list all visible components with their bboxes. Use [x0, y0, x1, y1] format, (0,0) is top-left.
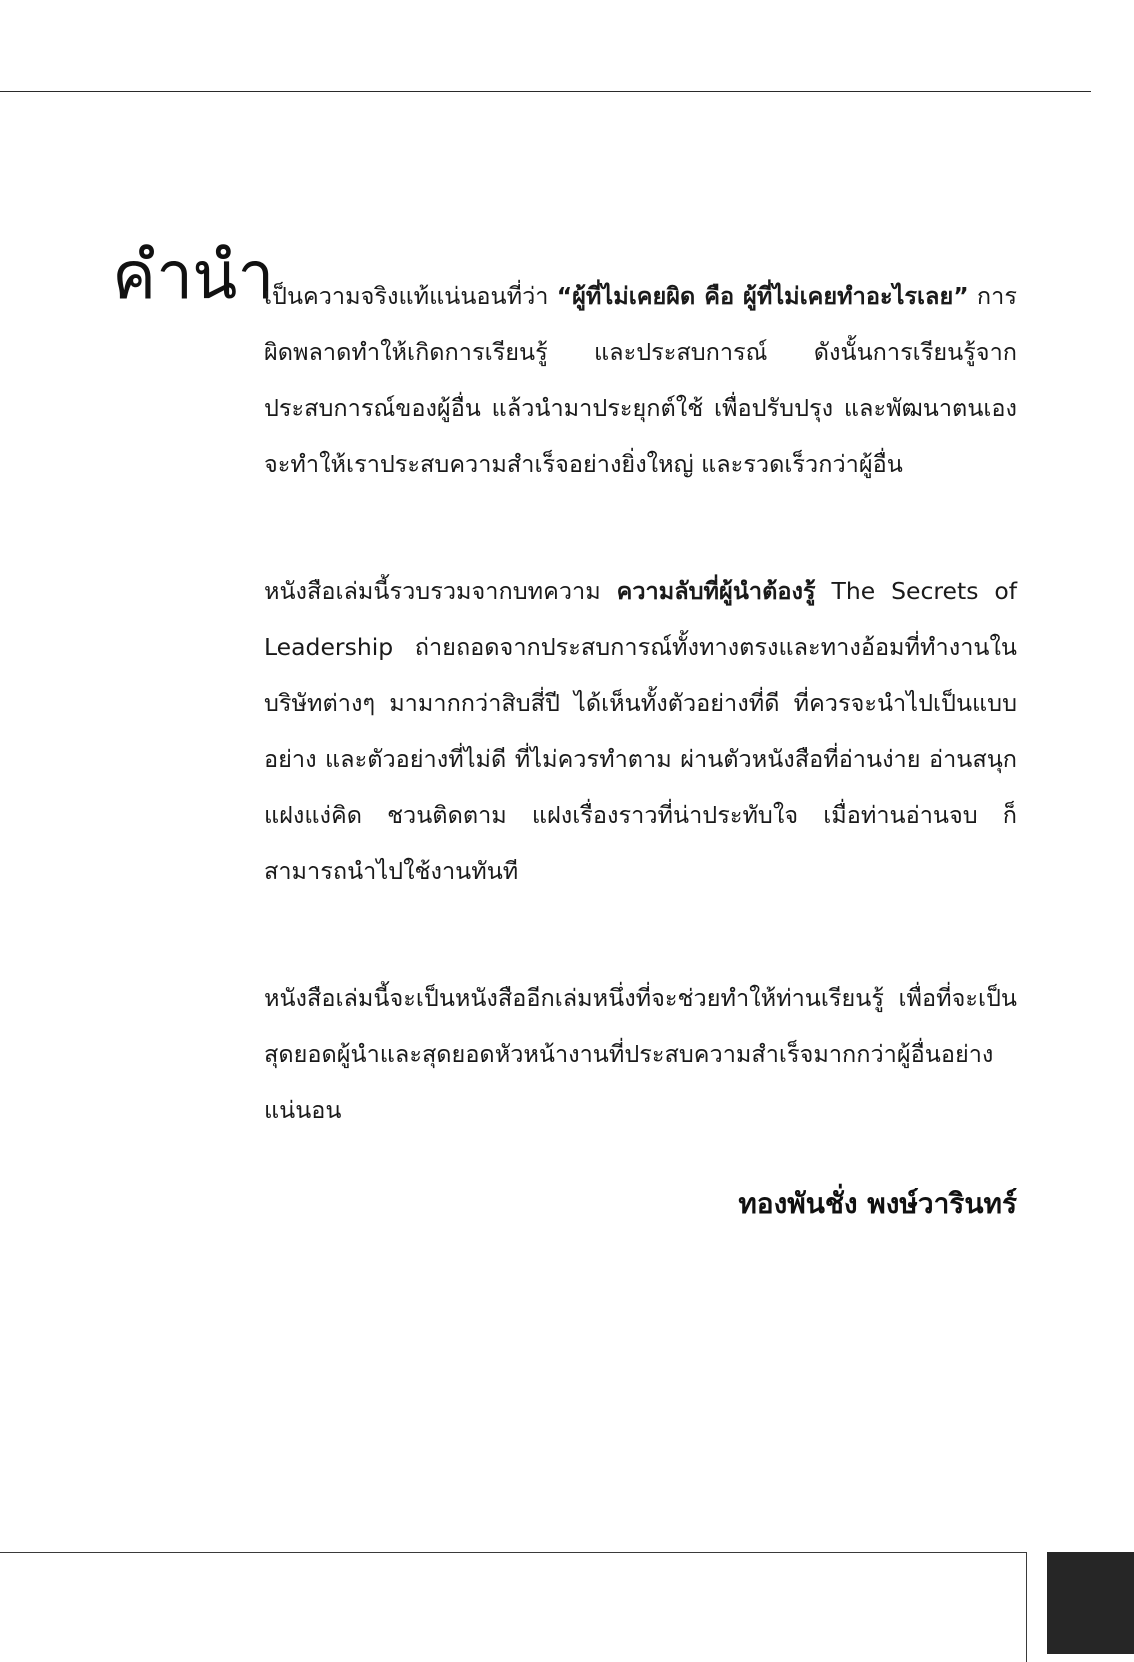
bottom-frame	[0, 1552, 1027, 1662]
intro-quote: “ผู้ที่ไม่เคยผิด คือ ผู้ที่ไม่เคยทำอะไรเลย”	[556, 282, 969, 310]
closing-paragraph	[264, 970, 1017, 1138]
author-signature: ทองพันชั่ง พงษ์วารินทร์	[738, 1187, 1017, 1220]
book-description-rest: The Secrets of Leadership ถ่ายถอดจากประสบการณ์ทั้งทางตรงและทางอ้อมที่ทำงานในบริษัทต่างๆ มามากกว่าสิบสี่ปี ได้เห็นทั้งตัวอย่างที่ดี ที่ควรจะนำไปเป็นแบบอย่าง และตัวอย่างที่ไม่ดี ที่ไม่ควรทำตาม ผ่านตัวหนังสือที่อ่านง่าย อ่านสนุก แฝงแง่คิด ชวนติดตาม แฝงเรื่องราวที่น่าประทับใจ เมื่อท่านอ่านจบ ก็สามารถนำไปใช้งานทันที	[264, 577, 1017, 885]
book-description-lead: หนังสือเล่มนี้รวบรวมจากบทความ	[264, 577, 617, 605]
book-description-paragraph	[264, 563, 1017, 899]
page-heading: คำนำ	[112, 237, 274, 314]
intro-rest: การผิดพลาดทำให้เกิดการเรียนรู้ และประสบการณ์ ดังนั้นการเรียนรู้จากประสบการณ์ของผู้อื่น แล้วนำมาประยุกต์ใช้ เพื่อปรับปรุง และพัฒนาตนเอง จะทำให้เราประสบความสำเร็จอย่างยิ่งใหญ่ และรวดเร็วกว่าผู้อื่น	[264, 282, 1017, 478]
book-title: ความลับที่ผู้นำต้องรู้	[616, 577, 816, 605]
closing-text: หนังสือเล่มนี้จะเป็นหนังสืออีกเล่มหนึ่งที่จะช่วยทำให้ท่านเรียนรู้ เพื่อที่จะเป็นสุดยอดผู้นำและสุดยอดหัวหน้างานที่ประสบความสำเร็จมากกว่าผู้อื่นอย่างแน่นอน	[264, 984, 1017, 1124]
top-rule	[0, 91, 1091, 92]
intro-paragraph	[264, 268, 1017, 492]
intro-lead: เป็นความจริงแท้แน่นอนที่ว่า	[264, 282, 557, 310]
page-tab	[1047, 1552, 1134, 1654]
